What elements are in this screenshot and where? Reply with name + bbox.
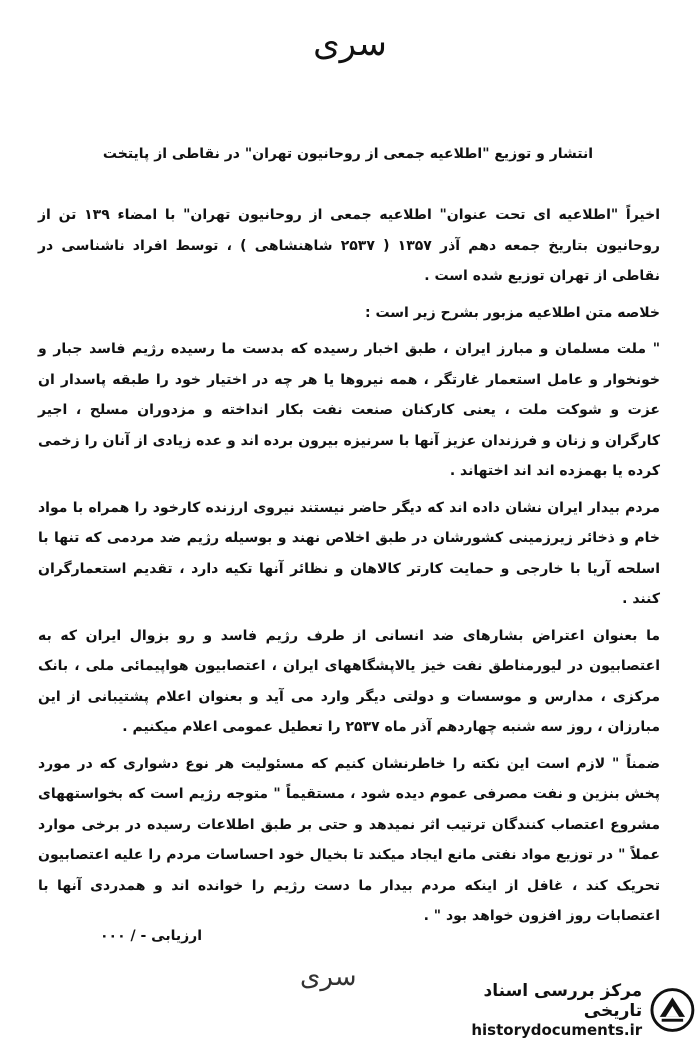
paragraph: ما بعنوان اعتراض بشارهای ضد انسانی از طرف رژیم فاسد و رو بزوال ایران که به اعتصابیون در لیورمناطق نفت خیز یالاپشگاههای ایران ، اعتصابیون هواپیمائی ملی ، بانک مرکزی ، مدارس و موسسات و دولتی دیگر وارد می آید و بعنوان اعلام پشتیبانی از این مبارزان ، روز سه شنبه چهاردهم آذر ماه ۲۵۳۷ را تعطیل عمومی اعلام میکنیم .: [38, 627, 660, 735]
archive-logo-icon: [650, 987, 695, 1033]
paragraph: ضمناً " لازم است این نکته را خاطرنشان کنیم که مسئولیت هر نوع دشواری که در مورد پخش بنزین و نفت مصرفی عموم دیده شود ، مستقیماً " متوجه رژیم است که بخواستههای مشروع اعتصاب کنندگان ترتیب اثر نمیدهد و حتی بر طبق اطلاعات رسیده در برخی موارد عملاً " در توزیع مواد نفتی مانع ایجاد میکند تا بخیال خود احساسات مردم را علیه اعتصابیون تحریک کند ، غافل از اینکه مردم بیدار ما دست رژیم را خوانده اند و همدردی آنها با اعتصابات روز افزون خواهد بود " .: [38, 755, 660, 924]
document-body: [38, 200, 660, 938]
document-title: انتشار و توزیع "اطلاعیه جمعی از روحانیون تهران" در نقاطی از پایتخت: [102, 146, 594, 162]
watermark-url: historydocuments.ir: [471, 1021, 643, 1039]
paragraph: " ملت مسلمان و مبارز ایران ، طبق اخبار رسیده که بدست ما رسیده رژیم فاسد جبار و خونخوار و عامل استعمار غارتگر ، همه نیروها یا هر چه در اختیار خود را طبقه پاسدار ان عزت و شوکت ملت ، یعنی کارکنان صنعت نفت بکار انداخته و مزدوران مسلح ، اجیر کارگران و زنان و فرزندان عزیز آنها با سرنیزه بیرون برده اند و عده زیادی از آنان را زخمی کرده یا بهمزده اند اند اختهاند .: [38, 341, 660, 479]
watermark-org-name: مرکز بررسی اسناد تاریخی: [483, 981, 643, 1021]
watermark: [425, 982, 695, 1038]
paragraph: اخیراً "اطلاعیه ای تحت عنوان" اطلاعیه جمعی از روحانیون تهران" با امضاء ۱۳۹ تن از روحانیون بتاریخ جمعه دهم آذر ۱۳۵۷ ( ۲۵۳۷ شاهنشاهی ) ، توسط افراد ناشناسی در نقاطی از تهران توزیع شده است .: [38, 207, 661, 284]
paragraph: خلاصه متن اطلاعیه مزبور بشرح زیر است :: [364, 304, 660, 321]
evaluation-note: ارزیابی - / ۰۰۰: [100, 928, 203, 944]
paragraph: مردم بیدار ایران نشان داده اند که دیگر حاضر نیستند نیروی ارزنده کارخود را همراه با مواد خام و ذخائر زیرزمینی کشورشان در طبق اخلاص نهند و بوسیله رژیم ضد مردمی که تنها با اسلحه آریا با خارجی و حمایت کارتر کالاهان و نظائر آنها تکیه دارد ، تقدیم استعمارگران کنند .: [38, 499, 660, 607]
classification-mark-bottom: سری: [300, 962, 357, 992]
watermark-text: [425, 981, 642, 1039]
classification-mark-top: سری: [313, 24, 387, 64]
